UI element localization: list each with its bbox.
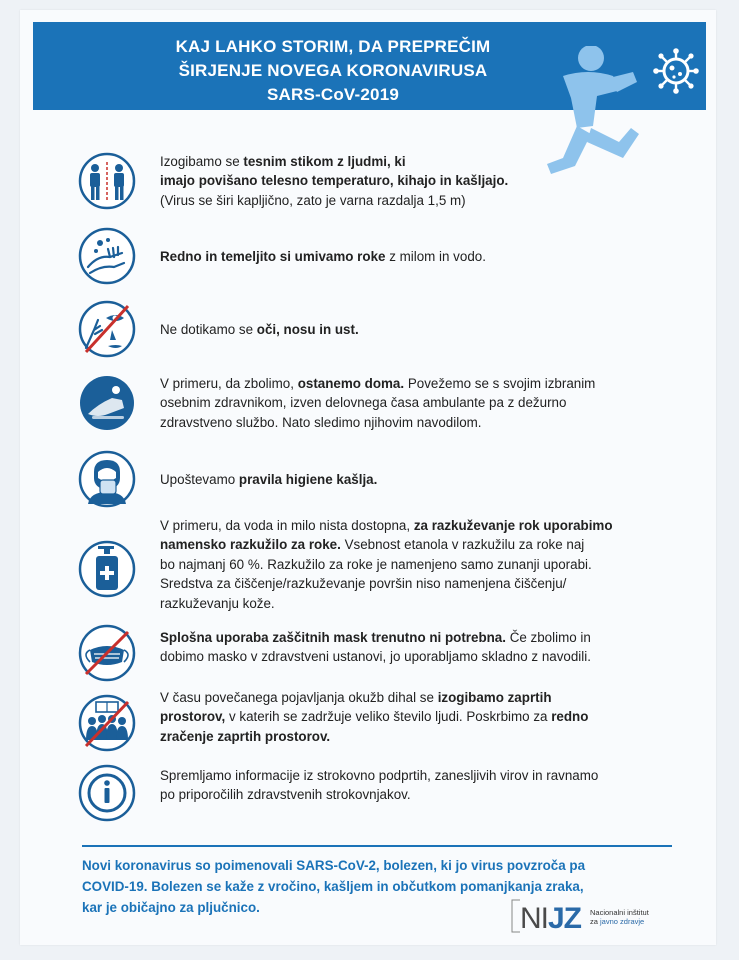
info-icon bbox=[78, 764, 136, 822]
item-text: Če zbolimo in bbox=[505, 630, 591, 645]
no-mask-icon bbox=[78, 624, 136, 682]
item-text-bold: Redno in temeljito si umivamo roke bbox=[160, 249, 386, 264]
item-text-bold: tesnim stikom z ljudmi, ki bbox=[243, 154, 406, 169]
sanitizer-icon bbox=[78, 540, 136, 598]
item-text-bold: pravila higiene kašlja. bbox=[238, 472, 378, 487]
no-touch-face-icon bbox=[78, 300, 136, 358]
logo-mark-jz: JZ bbox=[548, 902, 582, 935]
item-text: Izogibamo se bbox=[160, 154, 244, 169]
item-text-bold: oči, nosu in ust. bbox=[256, 322, 359, 337]
page-title bbox=[113, 35, 553, 107]
item-text: razkuževanju kože. bbox=[160, 595, 275, 611]
item-text-bold: imajo povišano telesno temperaturo, kihajo in kašljajo. bbox=[160, 173, 509, 189]
item-text: v katerih se zadržuje veliko število ljudi. Poskrbimo za bbox=[225, 709, 552, 725]
title-line-1: KAJ LAHKO STORIM, DA PREPREČIM bbox=[175, 37, 491, 56]
item-text: (Virus se širi kapljično, zato je varna razdalja 1,5 m) bbox=[160, 192, 466, 208]
item-text-bold: redno bbox=[551, 709, 589, 725]
item-text: zdravstveno službo. Nato sledimo njihovim navodilom. bbox=[160, 414, 482, 430]
coronavirus-icon bbox=[653, 48, 699, 94]
stay-home-icon bbox=[78, 374, 136, 432]
item-text: V času povečanega pojavljanja okužb dihal se bbox=[160, 690, 438, 705]
item-text: Vsebnost etanola v razkužilu za roke naj bbox=[340, 537, 585, 553]
title-line-3: SARS-CoV-2019 bbox=[266, 85, 400, 104]
item-text: Povežemo se s svojim izbranim bbox=[404, 376, 596, 391]
logo-subtitle bbox=[590, 908, 680, 926]
footer-line-3: kar je običajno za pljučnico. bbox=[82, 900, 260, 915]
distance-icon bbox=[78, 152, 136, 210]
footer-divider bbox=[82, 845, 672, 847]
item-text: bo najmanj 60 %. Razkužilo za roke je namenjeno samo zunanji uporabi. bbox=[160, 556, 592, 572]
item-text: Sredstva za čiščenje/razkuževanje površin niso namenjena čiščenju/ bbox=[160, 576, 567, 592]
item-text: z milom in vodo. bbox=[385, 249, 486, 264]
header-banner bbox=[33, 22, 706, 110]
item-text-bold: ostanemo doma. bbox=[297, 376, 405, 391]
item-text-bold: za razkuževanje rok uporabimo bbox=[413, 518, 613, 533]
item-text: Ne dotikamo se bbox=[160, 322, 257, 337]
title-line-2: ŠIRJENJE NOVEGA KORONAVIRUSA bbox=[178, 61, 488, 80]
item-text: V primeru, da voda in milo nista dostopna, bbox=[160, 518, 414, 533]
item-text-bold: zračenje zaprtih prostorov. bbox=[160, 728, 331, 744]
logo-mark bbox=[520, 902, 581, 936]
item-text: osebnim zdravnikom, izven delovnega časa ambulante pa z dežurno bbox=[160, 395, 567, 411]
item-text-bold: izogibamo zaprtih bbox=[437, 690, 552, 705]
footer-line-2: COVID-19. Bolezen se kaže z vročino, kašljem in občutkom pomanjkanja zraka, bbox=[82, 879, 584, 894]
item-text: V primeru, da zbolimo, bbox=[160, 376, 298, 391]
item-text: dobimo masko v zdravstveni ustanovi, jo uporabljamo skladno z navodili. bbox=[160, 649, 591, 665]
logo-sub-line-2b: javno zdravje bbox=[600, 917, 645, 926]
item-text-bold: prostorov, bbox=[160, 709, 226, 725]
item-text: Upoštevamo bbox=[160, 472, 239, 487]
logo-mark-ni: NI bbox=[520, 902, 548, 935]
cough-hygiene-icon bbox=[78, 450, 136, 508]
handwash-icon bbox=[78, 227, 136, 285]
item-text: Spremljamo informacije iz strokovno podprtih, zanesljivih virov in ravnamo bbox=[160, 768, 599, 783]
item-text-bold: Splošna uporaba zaščitnih mask trenutno ni potrebna. bbox=[160, 630, 506, 645]
logo-sub-line-1: Nacionalni inštitut bbox=[590, 908, 649, 917]
logo-sub-line-2a: za bbox=[590, 917, 601, 926]
footer-line-1: Novi koronavirus so poimenovali SARS-CoV-2, bolezen, ki jo virus povzroča pa bbox=[82, 858, 586, 873]
no-crowds-icon bbox=[78, 694, 136, 752]
item-text: po priporočilih zdravstvenih strokovnjakov. bbox=[160, 787, 411, 803]
item-text-bold: namensko razkužilo za roke. bbox=[160, 537, 341, 553]
